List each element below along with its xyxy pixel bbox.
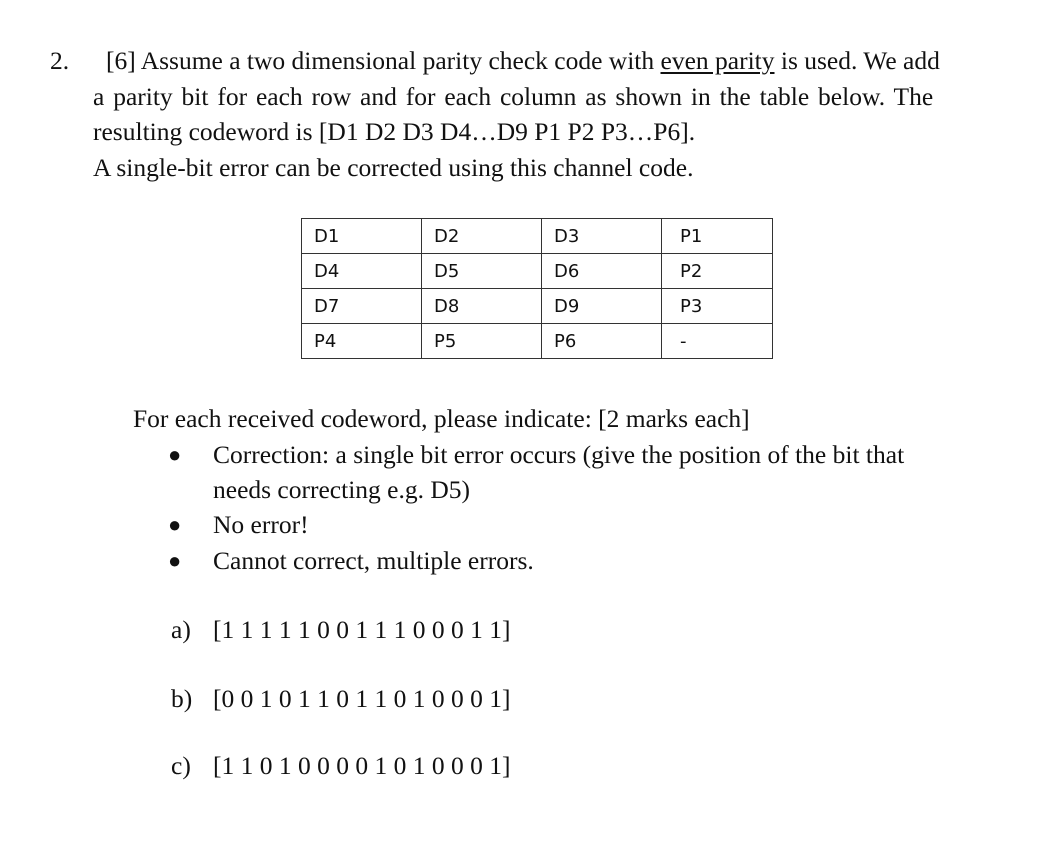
codeword-a: [171, 612, 510, 647]
table-cell: D1: [302, 219, 422, 254]
table-cell: D6: [542, 254, 662, 289]
table-row: [302, 289, 773, 324]
table-cell: D3: [542, 219, 662, 254]
table-cell: P1: [662, 219, 773, 254]
table-cell: D7: [302, 289, 422, 324]
codeword-b: [171, 681, 510, 716]
bullet-text: Cannot correct, multiple errors.: [213, 546, 534, 575]
table-cell: P2: [662, 254, 773, 289]
codeword-c: [171, 748, 510, 783]
table-cell: D8: [422, 289, 542, 324]
codeword-label: a): [171, 615, 191, 644]
question-line-1: [106, 43, 940, 78]
table-row: [302, 219, 773, 254]
codeword-label: b): [171, 684, 193, 713]
bullet-icon: ●: [168, 442, 182, 467]
question-line-3: resulting codeword is [D1 D2 D3 D4…D9 P1 P2 P3…P6].: [93, 117, 696, 146]
codeword-value: [1 1 0 1 0 0 0 0 1 0 1 0 0 0 1]: [213, 751, 511, 780]
bullet-text: Correction: a single bit error occurs (give the position of the bit that: [213, 440, 905, 469]
bullet-text: No error!: [213, 510, 309, 539]
instructions-intro: For each received codeword, please indicate: [2 marks each]: [133, 404, 750, 433]
question-line-1-prefix: [6] Assume a two dimensional parity check code with: [106, 46, 661, 75]
question-line-4: A single-bit error can be corrected using this channel code.: [93, 153, 694, 182]
table-cell: D4: [302, 254, 422, 289]
table-row: [302, 324, 773, 359]
bullet-icon: ●: [168, 548, 182, 573]
table-row: [302, 254, 773, 289]
table-cell: P3: [662, 289, 773, 324]
question-line-2: a parity bit for each row and for each column as shown in the table below. The: [93, 82, 934, 111]
even-parity-underlined: even parity: [660, 46, 775, 75]
bullet-text-continuation: needs correcting e.g. D5): [213, 475, 471, 504]
table-cell: D2: [422, 219, 542, 254]
question-line-1-suffix: is used. We add: [774, 46, 940, 75]
bullet-icon: ●: [168, 512, 182, 537]
table-cell: D9: [542, 289, 662, 324]
table-cell: D5: [422, 254, 542, 289]
codeword-label: c): [171, 751, 191, 780]
table-cell: P5: [422, 324, 542, 359]
table-cell: -: [662, 324, 773, 359]
question-number: 2.: [50, 46, 70, 75]
parity-table: [301, 218, 773, 359]
table-cell: P4: [302, 324, 422, 359]
codeword-value: [1 1 1 1 1 0 0 1 1 1 0 0 0 1 1]: [213, 615, 511, 644]
codeword-value: [0 0 1 0 1 1 0 1 1 0 1 0 0 0 1]: [213, 684, 511, 713]
table-cell: P6: [542, 324, 662, 359]
